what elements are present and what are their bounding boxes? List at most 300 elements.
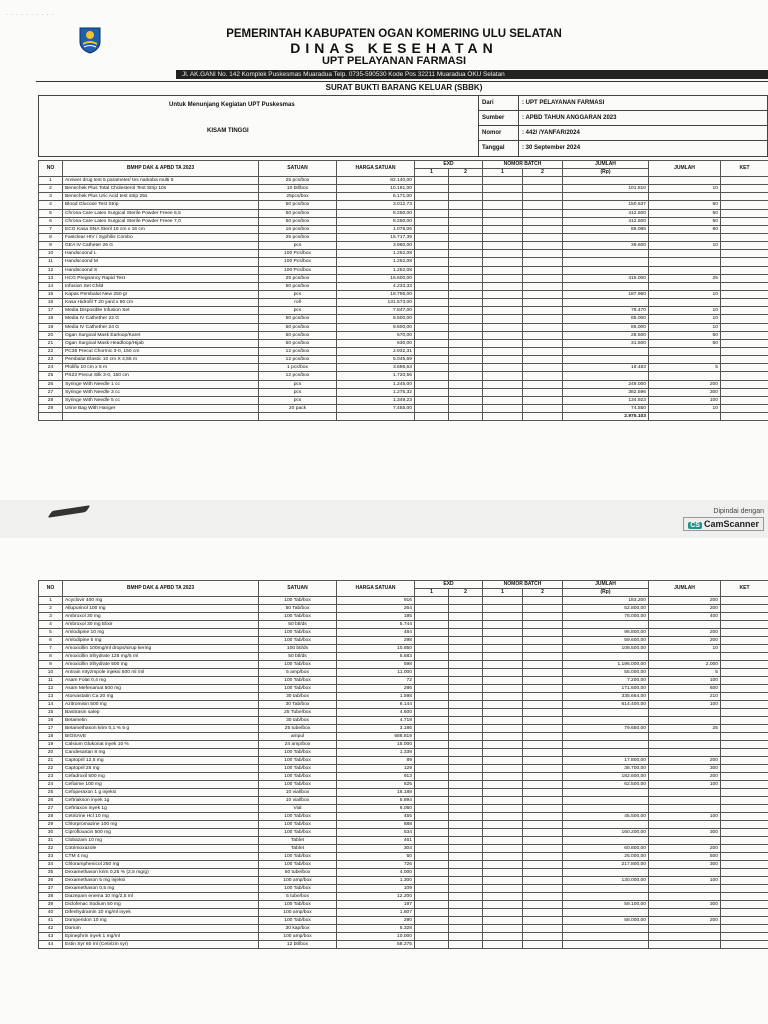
row-quantity bbox=[649, 266, 721, 274]
row-note bbox=[721, 637, 768, 645]
row-unit-price: 7.847,00 bbox=[337, 307, 415, 315]
row-amount bbox=[563, 885, 649, 893]
row-no: 11 bbox=[39, 258, 63, 266]
row-amount: 415.000 bbox=[563, 274, 649, 282]
row-note bbox=[721, 821, 768, 829]
col-batch: NOMOR BATCH bbox=[483, 161, 563, 169]
col-note: KET bbox=[721, 581, 768, 597]
row-batch-2 bbox=[523, 380, 563, 388]
row-unit-price: 298 bbox=[337, 637, 415, 645]
row-amount bbox=[563, 347, 649, 355]
row-item-name: Answer drug test 5 parameter/ tes narkoba multi 5 bbox=[63, 177, 259, 185]
row-unit: 100 Tab/box bbox=[259, 661, 337, 669]
row-exd-2 bbox=[449, 709, 483, 717]
row-unit: 100 Tab/box bbox=[259, 917, 337, 925]
row-amount bbox=[563, 805, 649, 813]
row-amount bbox=[563, 372, 649, 380]
table-row bbox=[39, 597, 768, 605]
row-batch-2 bbox=[523, 225, 563, 233]
row-amount bbox=[563, 797, 649, 805]
row-exd-2 bbox=[449, 372, 483, 380]
col-item: BMHP DAK & APBD TA 2023 bbox=[63, 581, 259, 597]
row-unit-price: 290 bbox=[337, 917, 415, 925]
row-no: 8 bbox=[39, 233, 63, 241]
table-row bbox=[39, 853, 768, 861]
row-note bbox=[721, 677, 768, 685]
row-batch-1 bbox=[483, 909, 523, 917]
row-no: 25 bbox=[39, 372, 63, 380]
row-unit-price: 484 bbox=[337, 629, 415, 637]
total-row-cell bbox=[337, 413, 415, 421]
row-amount: 78.470 bbox=[563, 307, 649, 315]
row-amount: 52.800,00 bbox=[563, 605, 649, 613]
document-title: SURAT BUKTI BARANG KELUAR (SBBK) bbox=[325, 83, 483, 92]
row-unit-price: 4.600 bbox=[337, 709, 415, 717]
row-quantity: 400 bbox=[649, 613, 721, 621]
row-amount: 160.200,00 bbox=[563, 829, 649, 837]
row-unit-price: 1.598 bbox=[337, 693, 415, 701]
row-batch-1 bbox=[483, 380, 523, 388]
row-unit: 25 pcs/box bbox=[259, 177, 337, 185]
row-quantity: 300 bbox=[649, 388, 721, 396]
row-quantity bbox=[649, 821, 721, 829]
row-unit: 50 Tab/box bbox=[259, 605, 337, 613]
row-quantity: 200 bbox=[649, 917, 721, 925]
table-row bbox=[39, 869, 768, 877]
row-unit: 30 kap/box bbox=[259, 925, 337, 933]
table-row bbox=[39, 925, 768, 933]
row-item-name: Urine Bag With Hanger bbox=[63, 404, 259, 412]
row-unit: 100 btl/ds bbox=[259, 645, 337, 653]
row-exd-2 bbox=[449, 274, 483, 282]
row-note bbox=[721, 193, 768, 201]
row-exd-1 bbox=[415, 225, 449, 233]
row-note bbox=[721, 597, 768, 605]
row-batch-2 bbox=[523, 693, 563, 701]
row-exd-2 bbox=[449, 733, 483, 741]
row-exd-2 bbox=[449, 364, 483, 372]
row-quantity: 50 bbox=[649, 217, 721, 225]
camscanner-watermark bbox=[683, 508, 764, 531]
row-amount: 25.000,00 bbox=[563, 853, 649, 861]
row-unit: Tablet bbox=[259, 837, 337, 845]
table-row bbox=[39, 885, 768, 893]
row-note bbox=[721, 893, 768, 901]
col-no: NO bbox=[39, 161, 63, 177]
row-amount: 18.483 bbox=[563, 364, 649, 372]
table-row bbox=[39, 380, 768, 388]
row-note bbox=[721, 307, 768, 315]
row-exd-1 bbox=[415, 193, 449, 201]
row-exd-1 bbox=[415, 725, 449, 733]
row-amount: 38.700,00 bbox=[563, 765, 649, 773]
row-quantity: 210 bbox=[649, 693, 721, 701]
letterhead-government: PEMERINTAH KABUPATEN OGAN KOMERING ULU SELATAN bbox=[226, 28, 562, 40]
row-unit-price: 15.000 bbox=[337, 741, 415, 749]
row-quantity bbox=[649, 717, 721, 725]
row-item-name: Acyclovir 400 mg bbox=[63, 597, 259, 605]
row-item-name: Benechek Plus Uric Acid test strip 25s bbox=[63, 193, 259, 201]
row-batch-2 bbox=[523, 685, 563, 693]
row-note bbox=[721, 837, 768, 845]
table-row bbox=[39, 250, 768, 258]
row-quantity: 200 bbox=[649, 845, 721, 853]
row-item-name: Ceftriakson inyek 1g bbox=[63, 797, 259, 805]
row-batch-1 bbox=[483, 853, 523, 861]
row-batch-1 bbox=[483, 749, 523, 757]
row-batch-2 bbox=[523, 789, 563, 797]
table-row bbox=[39, 837, 768, 845]
row-exd-2 bbox=[449, 653, 483, 661]
row-exd-2 bbox=[449, 765, 483, 773]
table-row bbox=[39, 733, 768, 741]
row-quantity bbox=[649, 282, 721, 290]
row-batch-2 bbox=[523, 653, 563, 661]
row-note bbox=[721, 805, 768, 813]
row-item-name: Amoxicillin trihydrate 500 mg bbox=[63, 661, 259, 669]
scan-header-strip: · · · · · · · · · · bbox=[6, 12, 55, 18]
row-no: 6 bbox=[39, 217, 63, 225]
row-unit: pcs bbox=[259, 242, 337, 250]
row-item-name: Epinephrin inyek 1 mg/ml bbox=[63, 933, 259, 941]
table-row bbox=[39, 282, 768, 290]
row-exd-1 bbox=[415, 282, 449, 290]
row-batch-2 bbox=[523, 315, 563, 323]
row-batch-1 bbox=[483, 372, 523, 380]
col-amount: JUMLAH bbox=[563, 581, 649, 589]
row-note bbox=[721, 266, 768, 274]
row-exd-1 bbox=[415, 741, 449, 749]
row-exd-2 bbox=[449, 177, 483, 185]
table-row bbox=[39, 805, 768, 813]
row-unit: 100 amp/box bbox=[259, 909, 337, 917]
row-quantity bbox=[649, 797, 721, 805]
row-note bbox=[721, 693, 768, 701]
row-exd-1 bbox=[415, 380, 449, 388]
row-exd-2 bbox=[449, 909, 483, 917]
row-unit-price: 197 bbox=[337, 901, 415, 909]
row-batch-2 bbox=[523, 661, 563, 669]
letterhead bbox=[0, 24, 768, 76]
row-batch-1 bbox=[483, 789, 523, 797]
row-unit: 50 tube/box bbox=[259, 869, 337, 877]
row-item-name: Diazepam enema 10 mg/2,5 ml bbox=[63, 893, 259, 901]
camscanner-logo-icon: CS bbox=[690, 522, 700, 529]
row-unit-price: 1.300 bbox=[337, 877, 415, 885]
table-row bbox=[39, 781, 768, 789]
table-row bbox=[39, 749, 768, 757]
row-unit-price: 534 bbox=[337, 829, 415, 837]
row-quantity: 300 bbox=[649, 765, 721, 773]
row-batch-1 bbox=[483, 307, 523, 315]
row-note bbox=[721, 274, 768, 282]
row-unit-price: 195 bbox=[337, 613, 415, 621]
row-no: 14 bbox=[39, 282, 63, 290]
row-unit-price: 50 bbox=[337, 853, 415, 861]
row-exd-1 bbox=[415, 250, 449, 258]
row-unit: 12 btl/box bbox=[259, 941, 337, 949]
row-batch-1 bbox=[483, 733, 523, 741]
row-batch-2 bbox=[523, 821, 563, 829]
row-quantity: 300 bbox=[649, 901, 721, 909]
row-unit: 10 vial/box bbox=[259, 789, 337, 797]
row-exd-1 bbox=[415, 701, 449, 709]
row-no: 4 bbox=[39, 621, 63, 629]
row-unit: pcs bbox=[259, 380, 337, 388]
row-batch-1 bbox=[483, 893, 523, 901]
row-exd-1 bbox=[415, 356, 449, 364]
row-batch-1 bbox=[483, 861, 523, 869]
row-unit-price: 5.744 bbox=[337, 621, 415, 629]
table-row bbox=[39, 621, 768, 629]
row-item-name: BIOSAVE bbox=[63, 733, 259, 741]
row-batch-2 bbox=[523, 749, 563, 757]
row-item-name: ECG Kasa SNA Steril 16 cm x 16 cm bbox=[63, 225, 259, 233]
row-batch-1 bbox=[483, 837, 523, 845]
row-amount: 59.600,00 bbox=[563, 637, 649, 645]
row-amount: 171.600,00 bbox=[563, 685, 649, 693]
row-batch-2 bbox=[523, 404, 563, 412]
row-exd-2 bbox=[449, 693, 483, 701]
row-amount: 86.085 bbox=[563, 225, 649, 233]
row-unit: 100 Tab/box bbox=[259, 781, 337, 789]
row-item-name: Kasa Hidrofil T 20 yard x 80 cm bbox=[63, 299, 259, 307]
row-batch-2 bbox=[523, 677, 563, 685]
row-unit-price: 630,00 bbox=[337, 339, 415, 347]
row-exd-1 bbox=[415, 773, 449, 781]
row-quantity bbox=[649, 709, 721, 717]
row-batch-2 bbox=[523, 331, 563, 339]
row-note bbox=[721, 404, 768, 412]
row-amount: 31.500 bbox=[563, 339, 649, 347]
row-no: 30 bbox=[39, 829, 63, 837]
row-amount: 217.800,00 bbox=[563, 861, 649, 869]
row-no: 9 bbox=[39, 242, 63, 250]
row-batch-2 bbox=[523, 757, 563, 765]
table-row bbox=[39, 701, 768, 709]
row-exd-1 bbox=[415, 925, 449, 933]
row-note bbox=[721, 242, 768, 250]
row-quantity bbox=[649, 347, 721, 355]
row-quantity: 50 bbox=[649, 201, 721, 209]
row-quantity bbox=[649, 733, 721, 741]
table-row bbox=[39, 693, 768, 701]
row-amount bbox=[563, 941, 649, 949]
row-item-name: Syringe With Needle 3 cc bbox=[63, 388, 259, 396]
row-quantity bbox=[649, 741, 721, 749]
row-item-name: Diclofenac Sodium 50 mg bbox=[63, 901, 259, 909]
row-quantity: 10 bbox=[649, 290, 721, 298]
row-exd-1 bbox=[415, 597, 449, 605]
row-amount: 183.200 bbox=[563, 597, 649, 605]
table-row bbox=[39, 331, 768, 339]
row-exd-2 bbox=[449, 225, 483, 233]
row-no: 27 bbox=[39, 388, 63, 396]
row-unit-price: 916 bbox=[337, 597, 415, 605]
row-no: 36 bbox=[39, 877, 63, 885]
table-row bbox=[39, 404, 768, 412]
row-batch-1 bbox=[483, 669, 523, 677]
table-row bbox=[39, 645, 768, 653]
row-item-name: Ogan Surgical Mask Earloop/Karet bbox=[63, 331, 259, 339]
table-row bbox=[39, 669, 768, 677]
row-note bbox=[721, 749, 768, 757]
row-batch-1 bbox=[483, 396, 523, 404]
row-exd-2 bbox=[449, 217, 483, 225]
row-exd-2 bbox=[449, 258, 483, 266]
row-exd-1 bbox=[415, 917, 449, 925]
total-row-cell bbox=[39, 413, 63, 421]
table-row bbox=[39, 765, 768, 773]
col-quantity: JUMLAH bbox=[649, 161, 721, 177]
row-batch-2 bbox=[523, 185, 563, 193]
row-batch-1 bbox=[483, 941, 523, 949]
row-item-name: Benechek Plus Total Cholesterol Test Strip 10s bbox=[63, 185, 259, 193]
row-unit: 100 Tab/box bbox=[259, 757, 337, 765]
items-table-medicines bbox=[38, 580, 768, 949]
row-exd-1 bbox=[415, 893, 449, 901]
row-note bbox=[721, 797, 768, 805]
row-note bbox=[721, 741, 768, 749]
row-exd-1 bbox=[415, 757, 449, 765]
row-exd-1 bbox=[415, 331, 449, 339]
row-quantity bbox=[649, 258, 721, 266]
row-exd-2 bbox=[449, 725, 483, 733]
row-exd-2 bbox=[449, 404, 483, 412]
row-amount: 108.500,00 bbox=[563, 645, 649, 653]
row-note bbox=[721, 653, 768, 661]
row-batch-2 bbox=[523, 282, 563, 290]
subcol-exd-1: 1 bbox=[415, 589, 449, 597]
row-exd-2 bbox=[449, 941, 483, 949]
row-exd-1 bbox=[415, 637, 449, 645]
row-unit-price: 58.275 bbox=[337, 941, 415, 949]
row-batch-1 bbox=[483, 364, 523, 372]
row-no: 17 bbox=[39, 307, 63, 315]
row-exd-1 bbox=[415, 347, 449, 355]
row-quantity bbox=[649, 250, 721, 258]
row-exd-1 bbox=[415, 717, 449, 725]
table-row bbox=[39, 307, 768, 315]
row-batch-2 bbox=[523, 765, 563, 773]
row-amount bbox=[563, 193, 649, 201]
row-no: 22 bbox=[39, 347, 63, 355]
row-no: 6 bbox=[39, 637, 63, 645]
row-exd-2 bbox=[449, 605, 483, 613]
row-quantity: 200 bbox=[649, 605, 721, 613]
row-item-name: Captopril 25 mg bbox=[63, 765, 259, 773]
row-amount: 249.000 bbox=[563, 380, 649, 388]
row-unit-price: 3.012,73 bbox=[337, 201, 415, 209]
row-exd-1 bbox=[415, 805, 449, 813]
row-exd-2 bbox=[449, 323, 483, 331]
row-note bbox=[721, 339, 768, 347]
row-unit: Tablet bbox=[259, 845, 337, 853]
row-exd-2 bbox=[449, 789, 483, 797]
row-note bbox=[721, 861, 768, 869]
row-exd-1 bbox=[415, 909, 449, 917]
row-unit: 100 Tab/box bbox=[259, 829, 337, 837]
row-note bbox=[721, 669, 768, 677]
row-unit: 25 tube/box bbox=[259, 725, 337, 733]
row-quantity: 200 bbox=[649, 380, 721, 388]
row-exd-1 bbox=[415, 941, 449, 949]
row-amount: 134.923 bbox=[563, 396, 649, 404]
row-exd-1 bbox=[415, 307, 449, 315]
row-batch-2 bbox=[523, 797, 563, 805]
table-row bbox=[39, 323, 768, 331]
row-batch-1 bbox=[483, 290, 523, 298]
row-no: 7 bbox=[39, 225, 63, 233]
table-row bbox=[39, 933, 768, 941]
row-batch-1 bbox=[483, 388, 523, 396]
row-note bbox=[721, 725, 768, 733]
row-unit-price: 15.717,39 bbox=[337, 233, 415, 241]
watermark-caption: Dipindai dengan bbox=[713, 508, 764, 515]
row-exd-2 bbox=[449, 933, 483, 941]
row-item-name: Dexamethason 5 mg injeksi bbox=[63, 877, 259, 885]
table-row bbox=[39, 233, 768, 241]
row-unit: 25 pcs/box bbox=[259, 233, 337, 241]
row-exd-1 bbox=[415, 274, 449, 282]
row-note bbox=[721, 201, 768, 209]
table-row bbox=[39, 661, 768, 669]
row-item-name: Chloramphenicol 250 mg bbox=[63, 861, 259, 869]
row-unit-price: 8.250,00 bbox=[337, 217, 415, 225]
row-exd-2 bbox=[449, 201, 483, 209]
row-note bbox=[721, 380, 768, 388]
table-row bbox=[39, 845, 768, 853]
table-row bbox=[39, 813, 768, 821]
row-note bbox=[721, 853, 768, 861]
row-exd-1 bbox=[415, 217, 449, 225]
row-amount bbox=[563, 741, 649, 749]
row-item-name: GEA IV Catheter 26 G bbox=[63, 242, 259, 250]
row-unit-price: 461 bbox=[337, 837, 415, 845]
row-batch-2 bbox=[523, 645, 563, 653]
row-batch-2 bbox=[523, 299, 563, 307]
row-batch-2 bbox=[523, 877, 563, 885]
row-unit-price: 8.600,00 bbox=[337, 323, 415, 331]
row-batch-2 bbox=[523, 258, 563, 266]
info-value: : 30 September 2024 bbox=[522, 145, 581, 151]
row-note bbox=[721, 323, 768, 331]
row-batch-1 bbox=[483, 331, 523, 339]
row-note bbox=[721, 933, 768, 941]
row-quantity: 200 bbox=[649, 629, 721, 637]
letterhead-address: Jl. AK.GANI No. 142 Komplek Puskesmas Muaradua Telp. 0735-590530 Kode Pos 32211 Muaradua OKU Selatan bbox=[176, 70, 768, 79]
row-amount bbox=[563, 749, 649, 757]
row-quantity: 10 bbox=[649, 242, 721, 250]
row-batch-2 bbox=[523, 307, 563, 315]
row-amount bbox=[563, 933, 649, 941]
row-batch-1 bbox=[483, 299, 523, 307]
table-row bbox=[39, 193, 768, 201]
row-batch-1 bbox=[483, 709, 523, 717]
row-unit-price: 888 bbox=[337, 821, 415, 829]
row-exd-1 bbox=[415, 677, 449, 685]
row-exd-1 bbox=[415, 861, 449, 869]
table-row bbox=[39, 217, 768, 225]
row-exd-1 bbox=[415, 177, 449, 185]
row-no: 15 bbox=[39, 709, 63, 717]
table-row bbox=[39, 209, 768, 217]
row-item-name: Plolifix 10 cm x 5 m bbox=[63, 364, 259, 372]
row-amount: 45.500,00 bbox=[563, 813, 649, 821]
table-row bbox=[39, 717, 768, 725]
row-no: 39 bbox=[39, 901, 63, 909]
row-unit-price: 10.181,00 bbox=[337, 185, 415, 193]
